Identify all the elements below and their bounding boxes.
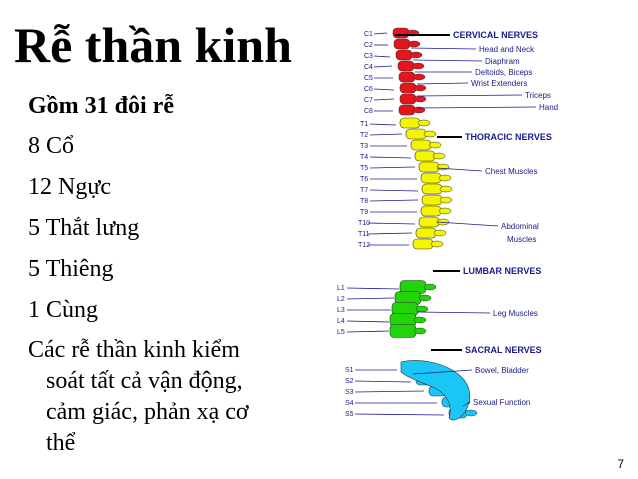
vertebra-label: T5	[360, 165, 369, 172]
function-label: Wrist Extenders	[471, 79, 528, 88]
vertebra-c5	[399, 72, 415, 82]
vertebra-c4	[398, 61, 414, 71]
paragraph-line: cảm giác, phản xạ cơ	[46, 399, 249, 425]
vertebra-c3	[396, 50, 412, 60]
vertebra-t11	[416, 228, 436, 238]
vertebra-label: C8	[364, 108, 373, 115]
description-paragraph	[28, 335, 318, 459]
function-label: Diaphram	[485, 57, 520, 66]
nerve-group-label: THORACIC NERVES	[465, 132, 552, 142]
paragraph-line: soát tất cả vận động,	[46, 368, 243, 394]
vertebra-label: T7	[360, 187, 369, 194]
vertebra-l5	[390, 325, 416, 338]
list-item: 8 Cổ	[28, 133, 75, 159]
vertebra-label: S4	[345, 400, 354, 407]
vertebra-label: S2	[345, 378, 354, 385]
vertebra-label: T6	[360, 176, 369, 183]
list-item: 5 Thiêng	[28, 256, 114, 282]
vertebra-label: C3	[364, 53, 373, 60]
vertebra-c6	[400, 83, 416, 93]
nerve-group-label: SACRAL NERVES	[465, 345, 542, 355]
vertebra-c8	[399, 105, 415, 115]
vertebra-label: L5	[337, 329, 345, 336]
vertebra-label: L1	[337, 285, 345, 292]
function-label: Muscles	[507, 235, 537, 244]
spinal-nerves-diagram	[313, 22, 593, 422]
function-label: Abdominal	[501, 222, 539, 231]
vertebra-label: S5	[345, 411, 354, 418]
vertebra-t8	[422, 195, 442, 205]
list-heading: Gồm 31 đôi rễ	[28, 93, 174, 119]
vertebra-t1	[400, 118, 420, 128]
vertebra-t10	[419, 217, 439, 227]
vertebra-label: T3	[360, 143, 369, 150]
vertebra-label: T10	[358, 220, 371, 227]
list-item: 12 Ngực	[28, 174, 111, 200]
vertebra-label: T12	[358, 242, 371, 249]
vertebra-label: S1	[345, 367, 354, 374]
vertebra-t7	[422, 184, 442, 194]
paragraph-line: Các rễ thần kinh kiểm	[28, 337, 240, 363]
vertebra-label: C7	[364, 97, 373, 104]
vertebra-label: C4	[364, 64, 373, 71]
slide-title: Rễ thần kinh	[14, 17, 292, 73]
vertebra-c2	[394, 39, 410, 49]
vertebra-t2	[406, 129, 426, 139]
vertebra-label: S3	[345, 389, 354, 396]
vertebra-t12	[413, 239, 433, 249]
list-item: 1 Cùng	[28, 297, 99, 323]
paragraph-line: thể	[46, 430, 76, 456]
vertebra-t4	[415, 151, 435, 161]
vertebra-t3	[411, 140, 431, 150]
vertebra-label: C1	[364, 31, 373, 38]
vertebra-t9	[421, 206, 441, 216]
slide-content	[28, 86, 318, 459]
nerve-group-label: LUMBAR NERVES	[463, 266, 542, 276]
list-item: 5 Thắt lưng	[28, 215, 140, 241]
vertebra-t6	[421, 173, 441, 183]
function-label: Leg Muscles	[493, 309, 538, 318]
function-label: Head and Neck	[479, 45, 535, 54]
function-label: Bowel, Bladder	[475, 366, 529, 375]
function-label: Triceps	[525, 91, 551, 100]
vertebra-label: T1	[360, 121, 369, 128]
page-number: 7	[617, 457, 624, 471]
vertebra-label: L3	[337, 307, 345, 314]
vertebra-t5	[419, 162, 439, 172]
function-label: Hand	[539, 103, 559, 112]
vertebra-label: C5	[364, 75, 373, 82]
function-label: Chest Muscles	[485, 167, 538, 176]
vertebra-label: T9	[360, 209, 369, 216]
vertebra-c7	[400, 94, 416, 104]
vertebra-label: C2	[364, 42, 373, 49]
vertebra-c1	[393, 28, 409, 38]
function-label: Deltoids, Biceps	[475, 68, 533, 77]
function-label: Sexual Function	[473, 398, 531, 407]
vertebra-label: L4	[337, 318, 345, 325]
vertebra-label: L2	[337, 296, 345, 303]
vertebra-label: T2	[360, 132, 369, 139]
vertebra-label: T4	[360, 154, 369, 161]
vertebra-label: T8	[360, 198, 369, 205]
vertebra-label: C6	[364, 86, 373, 93]
nerve-group-label: CERVICAL NERVES	[453, 30, 539, 40]
vertebra-label: T11	[358, 231, 370, 238]
